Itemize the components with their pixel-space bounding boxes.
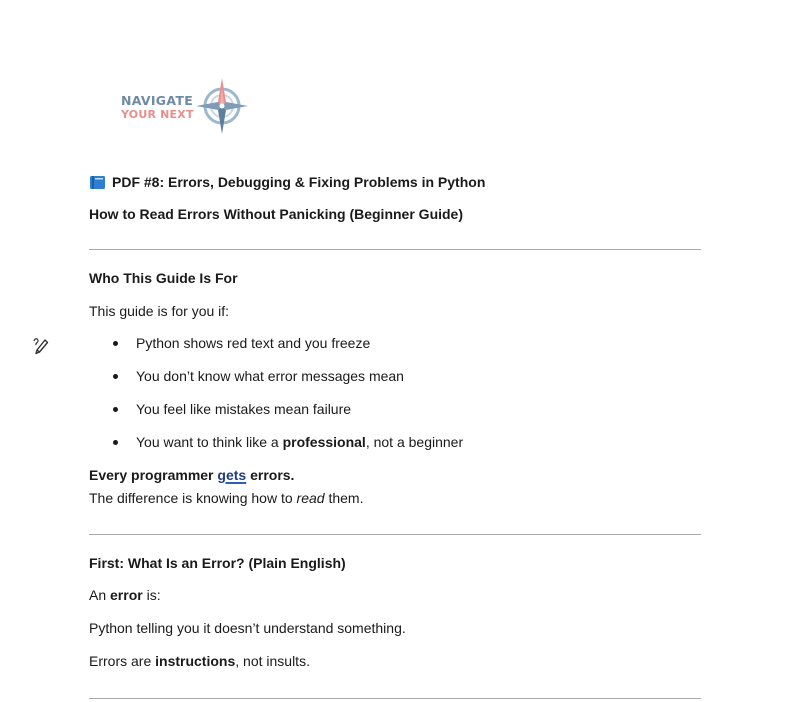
document-title-text: PDF #8: Errors, Debugging & Fixing Problems in Python bbox=[112, 174, 486, 190]
programmer-statement bbox=[89, 466, 294, 484]
difference-italic: read bbox=[296, 490, 325, 506]
errors-are-instructions bbox=[89, 652, 310, 670]
navigate-your-next-logo bbox=[119, 76, 249, 136]
statement-pre: Every programmer bbox=[89, 467, 218, 483]
who-bullet-list bbox=[110, 334, 463, 466]
error-intro-post: is: bbox=[142, 587, 161, 603]
list-item bbox=[110, 433, 463, 466]
list-item-text: You don’t know what error messages mean bbox=[136, 368, 404, 384]
document-title bbox=[89, 173, 485, 191]
horizontal-rule bbox=[89, 249, 701, 250]
list-item bbox=[110, 400, 463, 433]
list-item-text-pre: You want to think like a bbox=[136, 434, 283, 450]
logo-text-your-next: YOUR NEXT bbox=[121, 108, 194, 121]
logo-text-navigate: NAVIGATE bbox=[121, 93, 194, 108]
horizontal-rule bbox=[89, 534, 701, 535]
list-item-text-bold: professional bbox=[282, 434, 366, 450]
difference-post: them. bbox=[324, 490, 364, 506]
errors-pre: Errors are bbox=[89, 653, 156, 669]
error-intro-bold: error bbox=[110, 587, 143, 603]
document-subtitle: How to Read Errors Without Panicking (Beginner Guide) bbox=[89, 206, 464, 222]
bullet-dot bbox=[113, 374, 118, 379]
spellcheck-word-gets[interactable]: gets bbox=[217, 467, 247, 483]
statement-post: errors. bbox=[246, 467, 295, 483]
difference-statement bbox=[89, 489, 363, 507]
error-definition: Python telling you it doesn’t understand something. bbox=[89, 620, 406, 636]
list-item-text-post: , not a beginner bbox=[365, 434, 464, 450]
section-heading-who: Who This Guide Is For bbox=[89, 270, 238, 286]
who-intro: This guide is for you if: bbox=[89, 303, 230, 319]
error-intro-pre: An bbox=[89, 587, 111, 603]
section-heading-first: First: What Is an Error? (Plain English) bbox=[89, 555, 346, 571]
bullet-dot bbox=[113, 341, 118, 346]
bullet-dot bbox=[113, 407, 118, 412]
compass-icon bbox=[196, 76, 248, 134]
list-item-text: Python shows red text and you freeze bbox=[136, 335, 371, 351]
comment-pen-icon[interactable] bbox=[32, 335, 52, 355]
bullet-dot bbox=[113, 440, 118, 445]
blue-book-icon bbox=[89, 175, 106, 190]
errors-bold: instructions bbox=[155, 653, 236, 669]
errors-post: , not insults. bbox=[235, 653, 310, 669]
difference-pre: The difference is knowing how to bbox=[89, 490, 297, 506]
list-item bbox=[110, 334, 463, 367]
error-intro bbox=[89, 586, 161, 604]
list-item-text: You feel like mistakes mean failure bbox=[136, 401, 352, 417]
horizontal-rule bbox=[89, 698, 701, 699]
list-item bbox=[110, 367, 463, 400]
